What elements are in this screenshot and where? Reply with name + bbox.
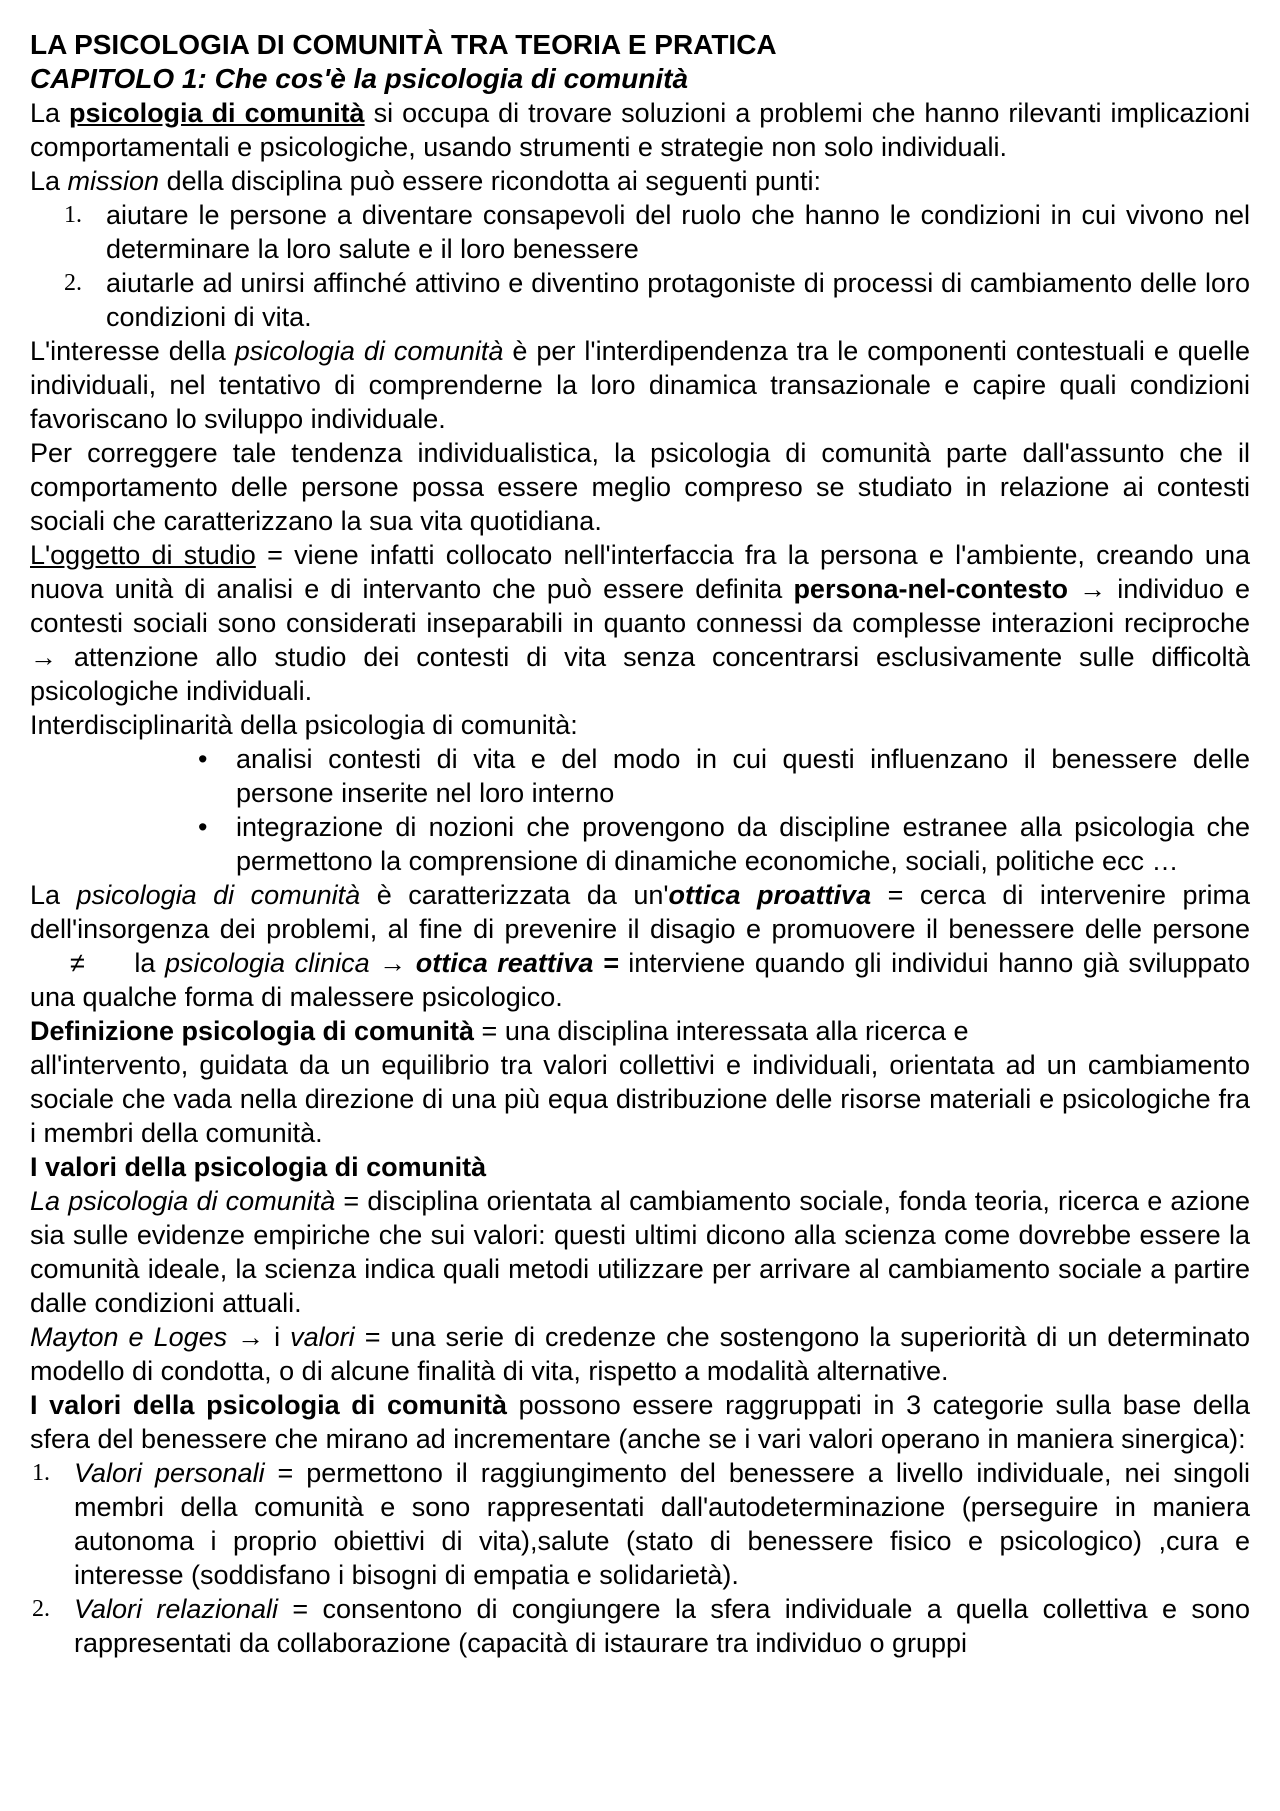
paragraph-oggetto-studio: L'oggetto di studio = viene infatti collocato nell'interfaccia fra la persona e l'ambiente, creando una nuova unità di analisi e di intervanto che può essere definita persona-nel-contesto → individuo e contesti sociali sono considerati inseparabili in quanto connessi da complesse interazioni reciproche → attenzione allo studio dei contesti di vita senza concentrarsi esclusivamente sulle difficoltà psicologiche individuali. <box>30 540 1250 706</box>
paragraph-valori-intro: La psicologia di comunità = disciplina orientata al cambiamento sociale, fonda teoria, ricerca e azione sia sulle evidenze empiriche che sui valori: questi ultimi dicono alla scienza come dovrebbe essere la comunità ideale, la scienza indica quali metodi utilizzare per arrivare al cambiamento sociale a partire dalle condizioni attuali. <box>30 1186 1250 1318</box>
paragraph-interesse: L'interesse della psicologia di comunità è per l'interdipendenza tra le componenti contestuali e quelle individuali, nel tentativo di comprenderne la loro dinamica transazionale e capire quali condizioni favoriscano lo sviluppo individuale. <box>30 336 1250 434</box>
paragraph-interdisciplinarita: Interdisciplinarità della psicologia di comunità: <box>30 710 578 740</box>
paragraph-tendenza: Per correggere tale tendenza individualistica, la psicologia di comunità parte dall'assunto che il comportamento delle persone possa essere meglio compreso se studiato in relazione ai contesti sociali che caratterizzano la sua vita quotidiana. <box>30 438 1250 536</box>
chapter-heading: CAPITOLO 1: Che cos'è la psicologia di comunità <box>30 63 689 94</box>
list-item: 2. Valori relazionali = consentono di congiungere la sfera individuale a quella collettiva e sono rappresentati da collaborazione (capacità di istaurare tra individuo o gruppi <box>32 1594 1250 1658</box>
paragraph-mission: La mission della disciplina può essere ricondotta ai seguenti punti: <box>30 166 821 196</box>
document-title: LA PSICOLOGIA DI COMUNITÀ TRA TEORIA E PRATICA <box>30 29 777 60</box>
values-list <box>30 1456 1250 1660</box>
list-item: 1. Valori personali = permettono il raggiungimento del benessere a livello individuale, nei singoli membri della comunità e sono rappresentati dall'autodeterminazione (perseguire in maniera autonoma i proprio obiettivi di vita),salute (stato di benessere fisico e psicologico) ,cura e interesse (soddisfano i bisogni di empatia e solidarietà). <box>32 1458 1250 1590</box>
paragraph-categorie: I valori della psicologia di comunità possono essere raggruppati in 3 categorie sulla base della sfera del benessere che mirano ad incrementare (anche se i vari valori operano in maniera sinergica): <box>30 1390 1250 1454</box>
term-psicologia-di-comunita: psicologia di comunità <box>69 98 365 128</box>
paragraph-mayton-loges: Mayton e Loges → i valori = una serie di credenze che sostengono la superiorità di un determinato modello di condotta, o di alcune finalità di vita, rispetto a modalità alternative. <box>30 1322 1251 1386</box>
interdisciplinarity-list <box>30 742 1250 878</box>
mission-list <box>30 198 1250 334</box>
list-item: • analisi contesti di vita e del modo in cui questi influenzano il benessere delle persone inserite nel loro interno <box>198 744 1250 808</box>
paragraph-definizione-cont: all'intervento, guidata da un equilibrio tra valori collettivi e individuali, orientata ad un cambiamento sociale che vada nella direzione di una più equa distribuzione delle risorse materiali e psicologiche fra i membri della comunità. <box>30 1050 1250 1148</box>
list-item: 1. aiutare le persone a diventare consapevoli del ruolo che hanno le condizioni in cui vivono nel determinare la loro salute e il loro benessere <box>64 200 1250 264</box>
paragraph-intro: La psicologia di comunità si occupa di trovare soluzioni a problemi che hanno rilevanti implicazioni comportamentali e psicologiche, usando strumenti e strategie non solo individuali. <box>30 98 1250 162</box>
paragraph-ottica-proattiva: La psicologia di comunità è caratterizzata da un'ottica proattiva = cerca di intervenire prima dell'insorgenza dei problemi, al fine di prevenire il disagio e promuovere il benessere delle persone ≠ la psicologia clinica → ottica reattiva = interviene quando gli individui hanno già sviluppato una qualche forma di malessere psicologico. <box>30 880 1250 1012</box>
paragraph-definizione: Definizione psicologia di comunità = una disciplina interessata alla ricerca e <box>30 1016 969 1046</box>
list-item: • integrazione di nozioni che provengono da discipline estranee alla psicologia che permettono la comprensione di dinamiche economiche, sociali, politiche ecc … <box>198 812 1250 876</box>
section-heading-valori: I valori della psicologia di comunità <box>30 1152 487 1182</box>
list-item: 2. aiutarle ad unirsi affinché attivino e diventino protagoniste di processi di cambiamento delle loro condizioni di vita. <box>64 268 1250 332</box>
